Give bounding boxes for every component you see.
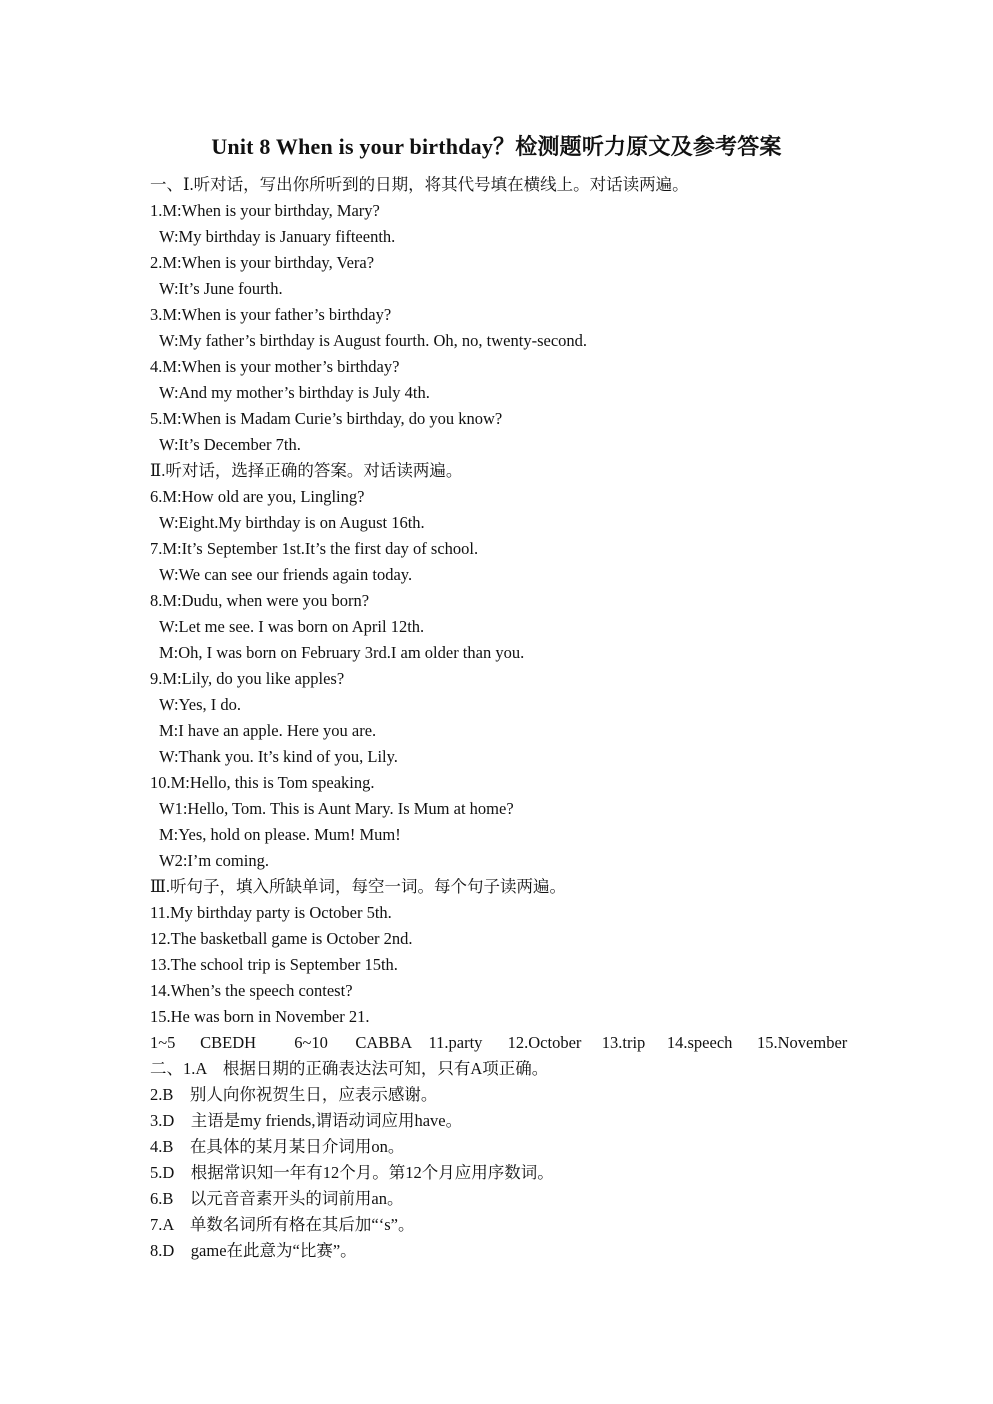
explanation-line: 6.B 以元音音素开头的词前用an。 [150, 1189, 404, 1208]
answer-key-item: 12.October [507, 1033, 582, 1052]
explanation-line: 5.D 根据常识知一年有12个月。第12个月应用序数词。 [150, 1163, 554, 1182]
transcript-line: M:Oh, I was born on February 3rd.I am older than you. [159, 643, 525, 662]
transcript-line: Ⅱ.听对话，选择正确的答案。对话读两遍。 [150, 461, 463, 480]
transcript-line: 11.My birthday party is October 5th. [150, 903, 392, 922]
answer-key-item: 1~5 [150, 1033, 176, 1052]
answer-key-item: 15.November [757, 1033, 848, 1052]
answer-key-item: 6~10 [294, 1033, 328, 1052]
transcript-line: 6.M:How old are you, Lingling? [150, 487, 365, 506]
transcript-line: 7.M:It’s September 1st.It’s the first day of school. [150, 539, 479, 558]
transcript-line: W:Yes, I do. [159, 695, 242, 714]
transcript-line: W:Eight.My birthday is on August 16th. [159, 513, 425, 532]
transcript-line: Ⅲ.听句子，填入所缺单词，每空一词。每个句子读两遍。 [150, 877, 567, 896]
transcript-line: 9.M:Lily, do you like apples? [150, 669, 345, 688]
transcript-line: W:It’s June fourth. [159, 279, 283, 298]
answer-key-item: CABBA [355, 1033, 413, 1052]
answer-key-row [150, 1030, 950, 1056]
transcript-line: W:Let me see. I was born on April 12th. [159, 617, 425, 636]
answer-key-item: 14.speech [666, 1033, 733, 1052]
page-title: Unit 8 When is your birthday？检测题听力原文及参考答案 [211, 134, 782, 159]
transcript-line: W:Thank you. It’s kind of you, Lily. [159, 747, 398, 766]
explanation-line: 2.B 别人向你祝贺生日，应表示感谢。 [150, 1085, 438, 1104]
explanation-line: 二、1.A 根据日期的正确表达法可知，只有A项正确。 [150, 1059, 549, 1078]
transcript-line: W:My birthday is January fifteenth. [159, 227, 396, 246]
transcript-line: W:My father’s birthday is August fourth. Oh, no, twenty-second. [159, 331, 588, 350]
transcript-line: W:We can see our friends again today. [159, 565, 413, 584]
transcript-line: M:Yes, hold on please. Mum! Mum! [159, 825, 401, 844]
transcript-line: 4.M:When is your mother’s birthday? [150, 357, 400, 376]
transcript-line: 12.The basketball game is October 2nd. [150, 929, 413, 948]
transcript-line: 1.M:When is your birthday, Mary? [150, 201, 380, 220]
explanation-line: 3.D 主语是my friends,谓语动词应用have。 [150, 1111, 463, 1130]
answer-key-item: 11.party [428, 1033, 483, 1052]
transcript-line: 14.When’s the speech contest? [150, 981, 353, 1000]
explanation-line: 7.A 单数名词所有格在其后加“‘s”。 [150, 1215, 415, 1234]
document-body [150, 172, 950, 1264]
transcript-line: 一、Ⅰ.听对话，写出你所听到的日期，将其代号填在横线上。对话读两遍。 [150, 175, 689, 194]
transcript-line: 10.M:Hello, this is Tom speaking. [150, 773, 375, 792]
answer-key-item: CBEDH [200, 1033, 257, 1052]
transcript-line: 13.The school trip is September 15th. [150, 955, 398, 974]
explanations [150, 1056, 950, 1264]
explanation-line: 8.D game在此意为“比赛”。 [150, 1241, 357, 1260]
transcript-line: M:I have an apple. Here you are. [159, 721, 377, 740]
transcript-line: 5.M:When is Madam Curie’s birthday, do you know? [150, 409, 503, 428]
transcript-line: W2:I’m coming. [159, 851, 269, 870]
transcript-line: W1:Hello, Tom. This is Aunt Mary. Is Mum at home? [159, 799, 514, 818]
transcript [150, 172, 950, 1030]
explanation-line: 4.B 在具体的某月某日介词用on。 [150, 1137, 405, 1156]
answer-key-item: 13.trip [601, 1033, 646, 1052]
transcript-line: W:It’s December 7th. [159, 435, 301, 454]
transcript-line: 3.M:When is your father’s birthday? [150, 305, 392, 324]
transcript-line: 15.He was born in November 21. [150, 1007, 370, 1026]
transcript-line: 2.M:When is your birthday, Vera? [150, 253, 375, 272]
transcript-line: W:And my mother’s birthday is July 4th. [159, 383, 430, 402]
transcript-line: 8.M:Dudu, when were you born? [150, 591, 370, 610]
